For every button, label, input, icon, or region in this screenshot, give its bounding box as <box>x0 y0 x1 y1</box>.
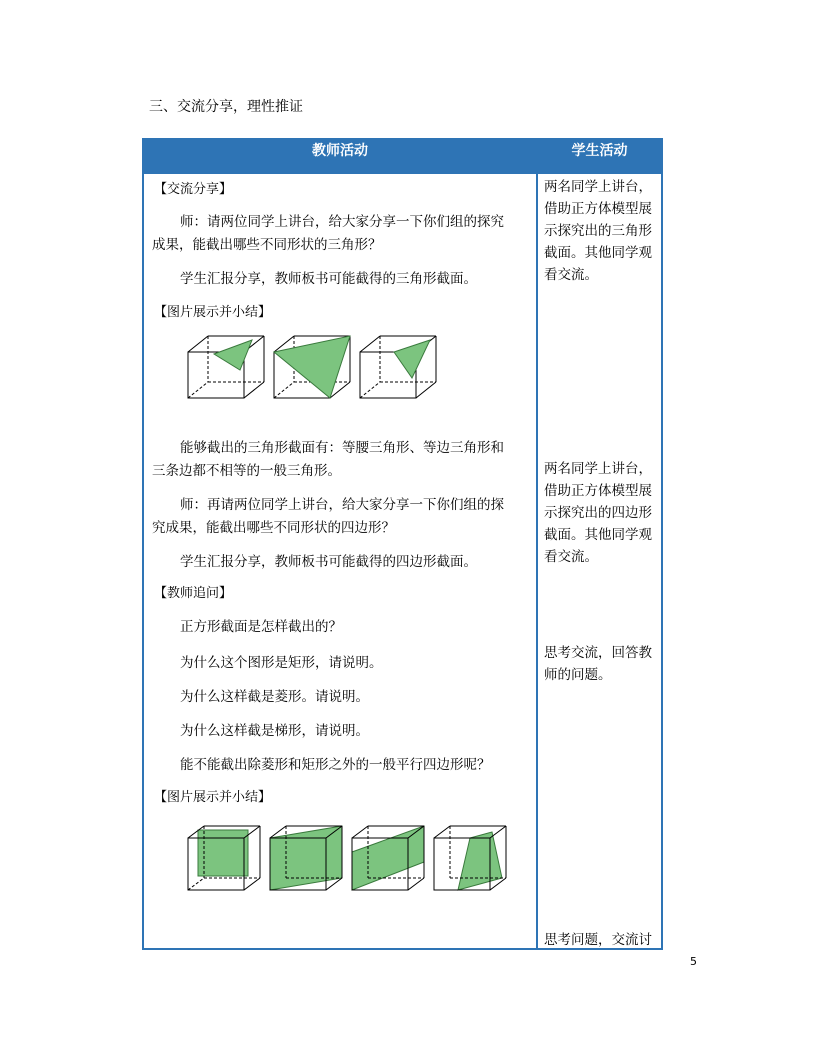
cube-square-section <box>188 826 260 890</box>
activity-table <box>142 138 663 950</box>
teacher-p4-line1: 师：再请两位同学上讲台，给大家分享一下你们组的探 <box>180 497 504 513</box>
section-title: 三、交流分享，理性推证 <box>149 99 303 115</box>
teacher-p1-line1: 师：请两位同学上讲台，给大家分享一下你们组的探究 <box>180 214 504 230</box>
tag-picture-summary-1: 【图片展示并小结】 <box>154 305 272 320</box>
page-number: 5 <box>690 955 697 968</box>
table-header <box>144 140 661 174</box>
teacher-question-1: 正方形截面是怎样截出的？ <box>180 619 342 635</box>
tag-teacher-followup: 【教师追问】 <box>154 586 233 601</box>
teacher-p4-line2: 究成果，能截出哪些不同形状的四边形？ <box>152 520 395 536</box>
cube-trapezoid-section <box>434 826 506 890</box>
teacher-question-2: 为什么这个图形是矩形，请说明。 <box>180 655 383 671</box>
cube-triangle-general <box>360 336 436 398</box>
teacher-p5: 学生汇报分享，教师板书可能截得的四边形截面。 <box>180 554 477 570</box>
cube-triangle-small <box>188 336 264 398</box>
teacher-question-4: 为什么这样截是梯形，请说明。 <box>180 723 369 739</box>
tag-exchange-share: 【交流分享】 <box>154 182 233 197</box>
teacher-p2: 学生汇报分享，教师板书可能截得的三角形截面。 <box>180 271 477 287</box>
cube-rectangle-section <box>270 826 342 890</box>
cube-rhombus-section <box>352 826 424 890</box>
header-student: 学生活动 <box>571 143 628 159</box>
teacher-p1-line2: 成果，能截出哪些不同形状的三角形？ <box>152 237 382 253</box>
student-activity-4: 思考问题，交流讨 <box>544 932 652 948</box>
cube-triangle-large <box>274 336 350 398</box>
triangle-sections-figure <box>184 332 444 402</box>
student-activity-2: 两名同学上讲台，借助正方体模型展示探究出的四边形截面。其他同学观看交流。 <box>544 461 652 565</box>
header-teacher: 教师活动 <box>312 143 368 159</box>
teacher-p3-line2: 三条边都不相等的一般三角形。 <box>152 463 341 479</box>
student-activity-1: 两名同学上讲台，借助正方体模型展示探究出的三角形截面。其他同学观看交流。 <box>544 179 652 283</box>
student-activity-3: 思考交流，回答教师的问题。 <box>544 645 652 683</box>
teacher-question-5: 能不能截出除菱形和矩形之外的一般平行四边形呢？ <box>180 757 491 773</box>
column-divider <box>536 140 538 948</box>
tag-picture-summary-2: 【图片展示并小结】 <box>154 790 272 805</box>
teacher-question-3: 为什么这样截是菱形。请说明。 <box>180 689 369 705</box>
quadrilateral-sections-figure <box>184 822 514 894</box>
teacher-p3-line1: 能够截出的三角形截面有：等腰三角形、等边三角形和 <box>180 440 504 456</box>
